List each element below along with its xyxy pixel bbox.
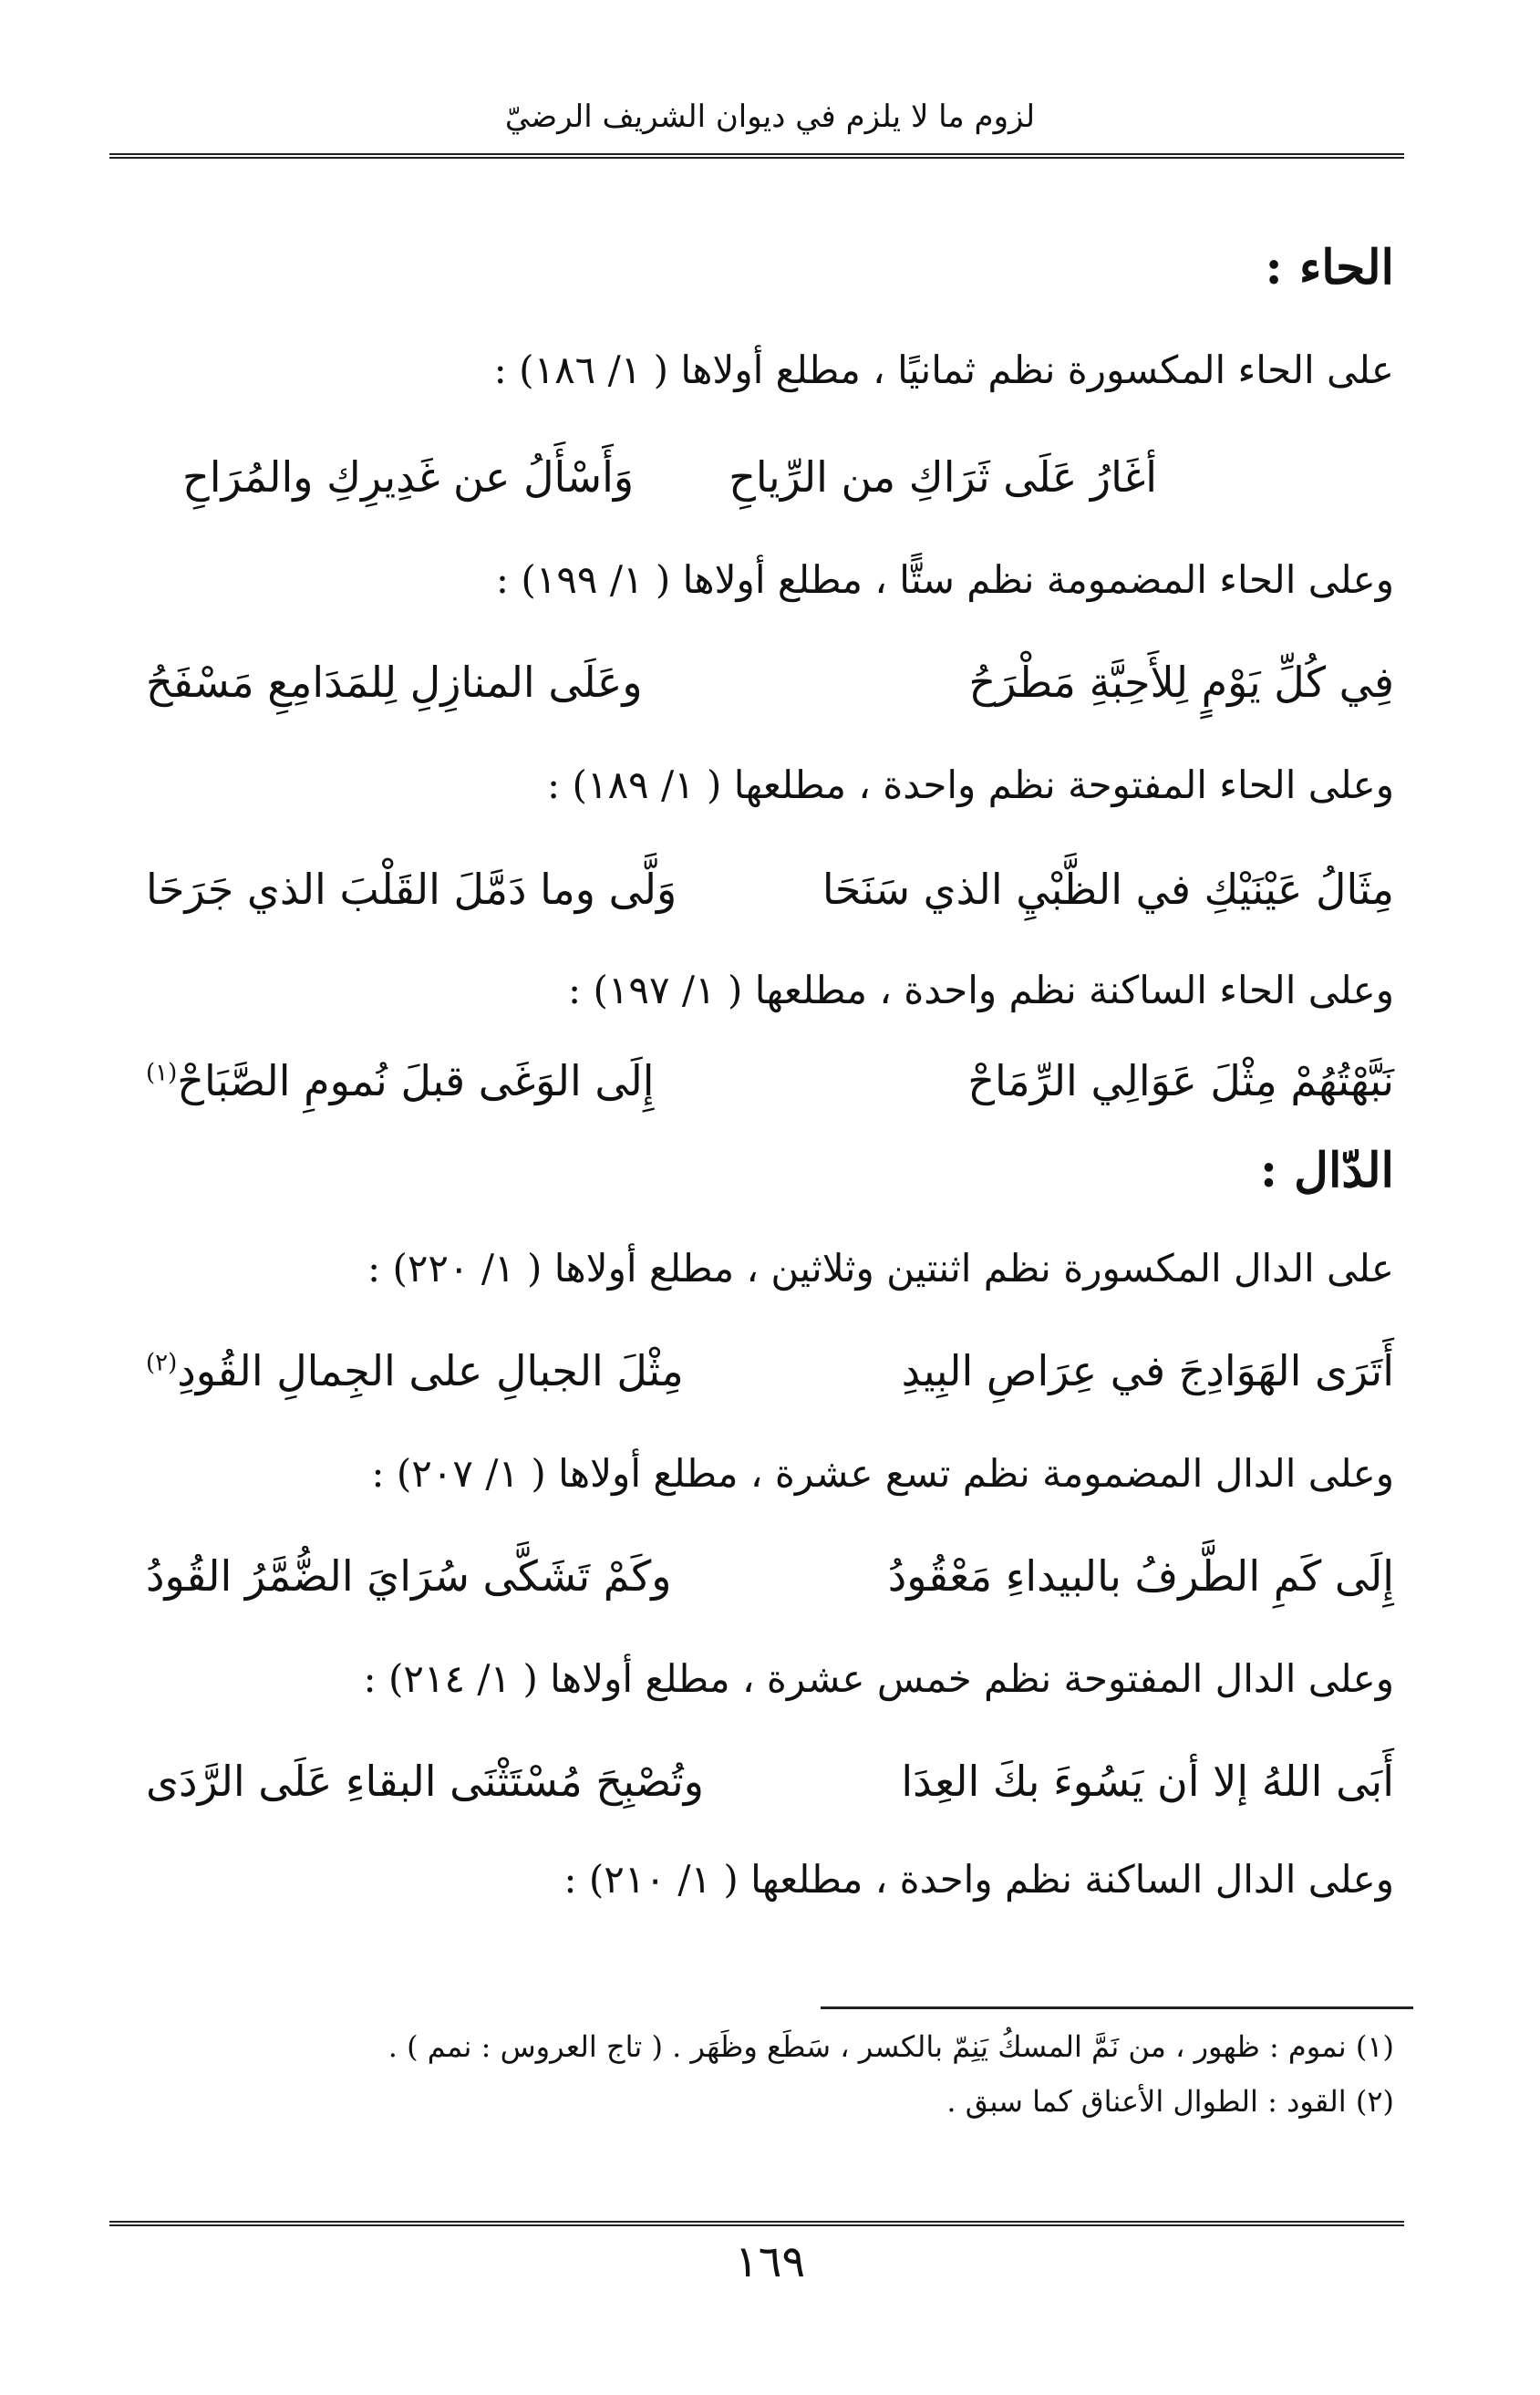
entry-intro: وعلى الحاء الساكنة نظم واحدة ، مطلعها ( ١/ ١٩٧) : [567, 968, 1394, 1012]
verse-first-hemistich: أَتَرَى الهَوَادِجَ في عِرَاصِ البِيدِ [901, 1346, 1394, 1395]
verse-line [146, 1551, 1394, 1601]
footnote-1: (١) نموم : ظهور ، من نَمَّ المسكُ يَنِمّ بالكسر ، سَطَع وظَهَر . ( تاج العروس : نمم ) . [388, 2029, 1394, 2064]
entry-intro: وعلى الحاء المفتوحة نظم واحدة ، مطلعها ( ١/ ١٨٩) : [547, 762, 1394, 807]
page-number: ١٦٩ [734, 2236, 806, 2287]
footnote-2: (٢) القود : الطوال الأعناق كما سبق . [946, 2084, 1394, 2119]
verse-second-hemistich: وَأَسْأَلُ عن غَدِيرِكِ والمُرَاحِ [182, 452, 635, 502]
entry-intro: وعلى الحاء المضمومة نظم ستًّا ، مطلع أولاها ( ١/ ١٩٩) : [495, 557, 1394, 602]
footer-rule [109, 2221, 1404, 2226]
footnote-marker-2: (٢) [146, 1349, 178, 1377]
verse-second-hemistich: وعَلَى المنازِلِ لِلمَدَامِعِ مَسْفَحُ [146, 658, 643, 707]
verse-second-hemistich-text: مِثْلَ الجبالِ على الجِمالِ القُودِ [177, 1346, 684, 1395]
verse-line [146, 658, 1394, 707]
verse-second-hemistich [146, 1346, 684, 1395]
entry-intro: على الحاء المكسورة نظم ثمانيًا ، مطلع أولاها ( ١/ ١٨٦) : [493, 347, 1394, 392]
footnote-rule [821, 2006, 1413, 2009]
verse-second-hemistich: وتُصْبِحَ مُسْتَثْنَى البقاءِ عَلَى الرَّدَى [146, 1757, 704, 1806]
verse-line [146, 1757, 1394, 1806]
verse-line [146, 1346, 1394, 1395]
verse-first-hemistich: إِلَى كَمِ الطَّرفُ بالبيداءِ مَعْقُودُ [887, 1551, 1394, 1601]
section-heading-ha: الحاء : [1265, 240, 1394, 295]
entry-intro: وعلى الدال الساكنة نظم واحدة ، مطلعها ( ١/ ٢١٠) : [563, 1857, 1394, 1902]
verse-second-hemistich-text: إِلَى الوَغَى قبلَ نُمومِ الصَّبَاحْ [177, 1056, 655, 1105]
entry-intro: وعلى الدال المفتوحة نظم خمس عشرة ، مطلع أولاها ( ١/ ٢١٤) : [363, 1656, 1394, 1701]
verse-first-hemistich: فِي كُلِّ يَوْمٍ لِلأَحِبَّةِ مَطْرَحُ [968, 658, 1394, 707]
running-head: لزوم ما لا يلزم في ديوان الشريف الرضيّ [504, 98, 1036, 135]
verse-first-hemistich: أغَارُ عَلَى ثَرَاكِ من الرِّياحِ [729, 452, 1157, 502]
verse-line [146, 1056, 1394, 1105]
entry-intro: وعلى الدال المضمومة نظم تسع عشرة ، مطلع أولاها ( ١/ ٢٠٧) : [371, 1451, 1394, 1496]
verse-first-hemistich: نَبَّهْتُهُمْ مِثْلَ عَوَالِي الرِّمَاحْ [967, 1056, 1394, 1105]
verse-first-hemistich: أَبَى اللهُ إلا أن يَسُوءَ بكَ العِدَا [901, 1757, 1394, 1806]
section-heading-dal: الدّال : [1259, 1143, 1394, 1198]
entry-intro: على الدال المكسورة نظم اثنتين وثلاثين ، مطلع أولاها ( ١/ ٢٢٠) : [367, 1246, 1394, 1291]
verse-line [146, 452, 1394, 502]
verse-second-hemistich: وكَمْ تَشَكَّى سُرَايَ الضُّمَّرُ القُودُ [146, 1551, 672, 1601]
verse-first-hemistich: مِثَالُ عَيْنَيْكِ في الظَّبْيِ الذي سَنَحَا [822, 865, 1394, 914]
footnotes [146, 2029, 1394, 2139]
verse-second-hemistich [146, 1056, 655, 1105]
header-rule [109, 153, 1404, 159]
verse-line [146, 865, 1394, 914]
footnote-marker-1: (١) [146, 1059, 178, 1087]
verse-second-hemistich: وَلَّى وما دَمَّلَ القَلْبَ الذي جَرَحَا [146, 865, 677, 914]
